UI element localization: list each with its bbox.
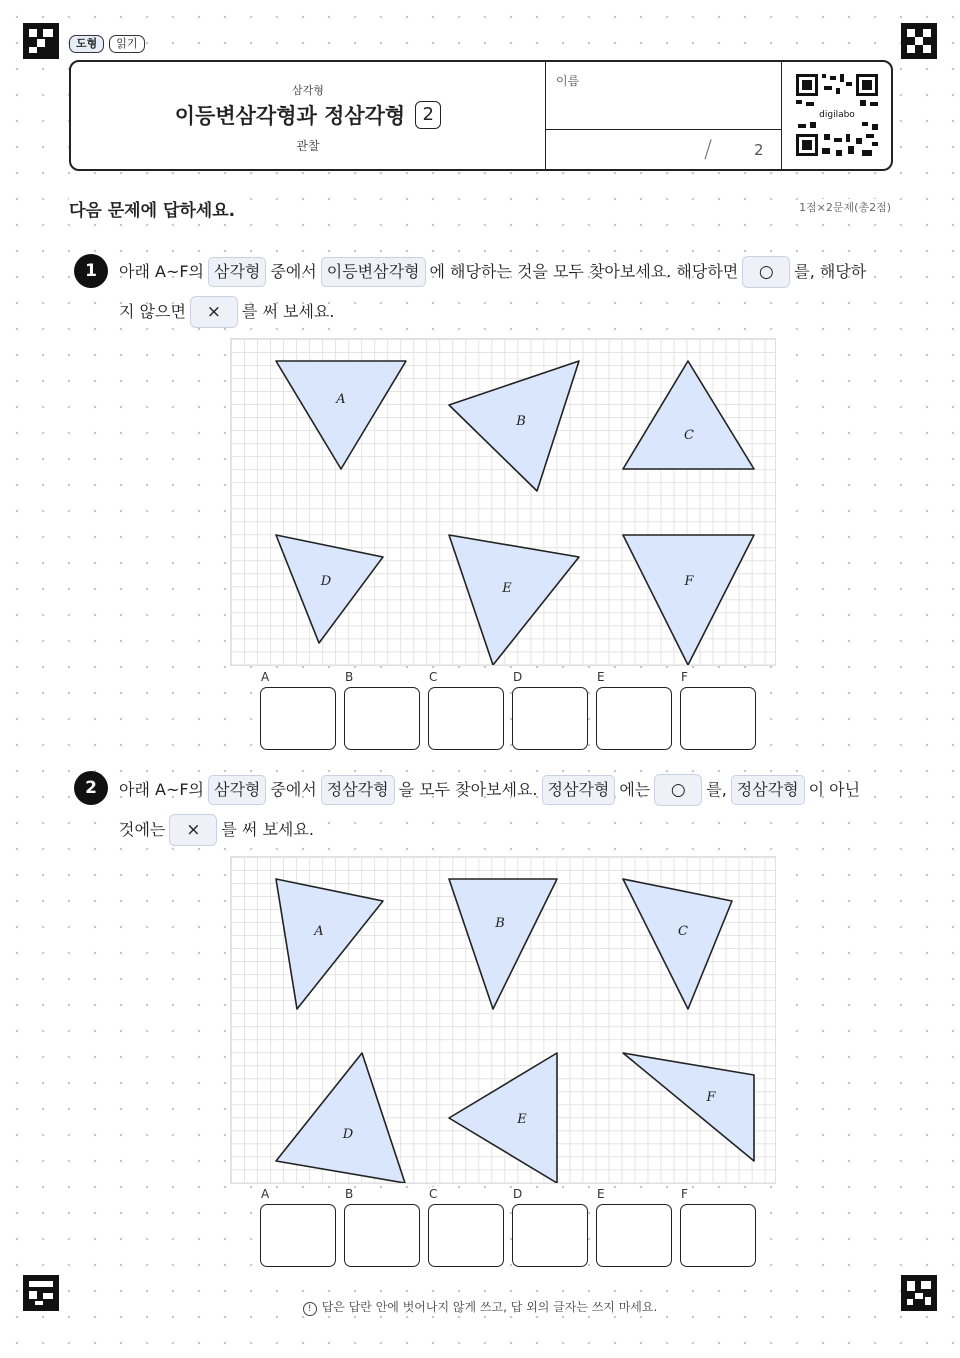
worksheet-header — [69, 60, 893, 171]
q1-answer-box-d[interactable] — [512, 670, 588, 750]
qr-label: digilabo — [819, 110, 855, 120]
q1-triangle-label-e: E — [502, 581, 512, 596]
answer-box-label: E — [597, 1187, 605, 1201]
q1-text: 중에서 — [270, 262, 317, 281]
footer-note — [0, 1298, 960, 1316]
q2-keyword-equilateral: 정삼각형 — [731, 775, 805, 805]
q2-triangle-label-b: B — [495, 916, 505, 931]
q1-answer-box-c[interactable] — [428, 670, 504, 750]
tag-list — [69, 35, 145, 53]
q1-triangle-label-c: C — [684, 428, 694, 443]
q2-triangle-label-e: E — [517, 1112, 527, 1127]
qr-code — [781, 62, 892, 169]
q1-text: 에 해당하는 것을 모두 찾아보세요. 해당하면 — [429, 262, 739, 281]
q2-triangle-c — [623, 879, 732, 1009]
answer-box-label: A — [261, 670, 270, 684]
q2-triangle-label-a: A — [314, 924, 324, 939]
header-subtitle: 관찰 — [296, 139, 320, 153]
q2-triangle-a — [276, 879, 383, 1009]
q1-triangle-label-d: D — [320, 574, 332, 589]
q1-triangle-label-a: A — [336, 392, 346, 407]
q1-triangle-c — [623, 361, 754, 469]
cross-symbol: × — [190, 296, 238, 328]
question-2-text-line-1 — [119, 774, 864, 806]
q2-text: 이 아닌 — [808, 780, 861, 799]
score-field[interactable] — [545, 129, 782, 169]
q2-triangle-label-d: D — [342, 1127, 354, 1142]
answer-box-label: C — [429, 670, 438, 684]
question-1-number: 1 — [74, 254, 108, 288]
q2-keyword-equilateral: 정삼각형 — [321, 775, 395, 805]
q1-answer-box-e[interactable] — [596, 670, 672, 750]
q2-triangle-grid — [230, 856, 776, 1184]
score-slash: / — [704, 135, 713, 163]
q2-answer-box-e[interactable] — [596, 1187, 672, 1267]
q2-keyword-equilateral: 정삼각형 — [542, 775, 616, 805]
question-2-number: 2 — [74, 771, 108, 805]
q2-text: 을 모두 찾아보세요. — [398, 780, 538, 799]
header-title-area — [71, 62, 545, 169]
q1-triangle-label-f: F — [684, 574, 694, 589]
answer-box-label: E — [597, 670, 605, 684]
page-title — [71, 100, 545, 130]
q2-answer-box-f[interactable] — [680, 1187, 756, 1267]
q2-answer-box-d[interactable] — [512, 1187, 588, 1267]
q1-answer-box-f[interactable] — [680, 670, 756, 750]
q1-triangle-e — [449, 535, 579, 665]
q2-answer-boxes — [260, 1187, 756, 1267]
q2-triangle-f — [623, 1053, 754, 1161]
answer-box-label: F — [681, 670, 688, 684]
page-title-text: 이등변삼각형과 정삼각형 — [174, 104, 406, 128]
tag-shape: 도형 — [69, 35, 104, 53]
score-total: 2 — [754, 141, 764, 159]
q1-text: 아래 A~F의 — [119, 262, 205, 281]
q2-answer-box-a[interactable] — [260, 1187, 336, 1267]
answer-box-label: D — [513, 1187, 523, 1201]
q2-answer-box-c[interactable] — [428, 1187, 504, 1267]
q1-answer-box-a[interactable] — [260, 670, 336, 750]
answer-box-label: A — [261, 1187, 270, 1201]
q1-triangle-f — [623, 535, 754, 665]
tag-reading: 읽기 — [109, 35, 144, 53]
q2-text: 를 써 보세요. — [221, 820, 314, 839]
footer-text: 답은 답란 안에 벗어나지 않게 쓰고, 답 외의 글자는 쓰지 마세요. — [321, 1300, 658, 1314]
q2-triangle-d — [276, 1053, 405, 1183]
qr-code-icon — [782, 62, 892, 169]
answer-box-label: D — [513, 670, 523, 684]
cross-symbol: × — [169, 814, 217, 846]
answer-box-label: C — [429, 1187, 438, 1201]
q2-answer-box-b[interactable] — [344, 1187, 420, 1267]
corner-marker-top-left — [23, 23, 59, 59]
q2-text: 를, — [706, 780, 727, 799]
circle-symbol: ○ — [742, 256, 790, 288]
q1-answer-boxes — [260, 670, 756, 750]
header-category: 삼각형 — [292, 84, 324, 97]
question-2-text-line-2 — [119, 814, 318, 846]
q1-answer-box-b[interactable] — [344, 670, 420, 750]
question-1-text-line-1 — [119, 256, 870, 288]
points-info: 1점×2문제(총2점) — [799, 201, 891, 214]
q2-text: 아래 A~F의 — [119, 780, 205, 799]
question-1-text-line-2 — [119, 296, 338, 328]
answer-box-label: B — [345, 1187, 354, 1201]
page-number-badge: 2 — [415, 101, 441, 129]
name-field[interactable] — [545, 62, 782, 130]
q1-text: 지 않으면 — [119, 302, 186, 321]
q2-triangle-e — [449, 1053, 557, 1183]
q2-triangle-label-c: C — [678, 924, 688, 939]
q2-triangle-b — [449, 879, 557, 1009]
q2-text: 것에는 — [119, 820, 166, 839]
q2-keyword-triangle: 삼각형 — [208, 775, 266, 805]
corner-marker-top-right — [901, 23, 937, 59]
q2-text: 중에서 — [270, 780, 317, 799]
answer-box-label: B — [345, 670, 354, 684]
q1-triangle-d — [276, 535, 383, 643]
q1-keyword-triangle: 삼각형 — [208, 257, 266, 287]
answer-box-label: F — [681, 1187, 688, 1201]
name-label: 이름 — [556, 74, 580, 88]
circle-symbol: ○ — [654, 774, 702, 806]
q1-text: 를 써 보세요. — [241, 302, 335, 321]
q2-text: 에는 — [619, 780, 651, 799]
q1-triangle-a — [276, 361, 406, 469]
q1-keyword-isosceles: 이등변삼각형 — [321, 257, 426, 287]
q1-text: 를, 해당하 — [794, 262, 867, 281]
q2-triangle-label-f: F — [706, 1090, 716, 1105]
q1-triangle-label-b: B — [516, 414, 526, 429]
q1-triangle-grid — [230, 338, 776, 666]
q1-triangle-b — [449, 361, 579, 491]
instruction: 다음 문제에 답하세요. — [69, 196, 235, 221]
exclamation-icon: ! — [303, 1302, 317, 1316]
